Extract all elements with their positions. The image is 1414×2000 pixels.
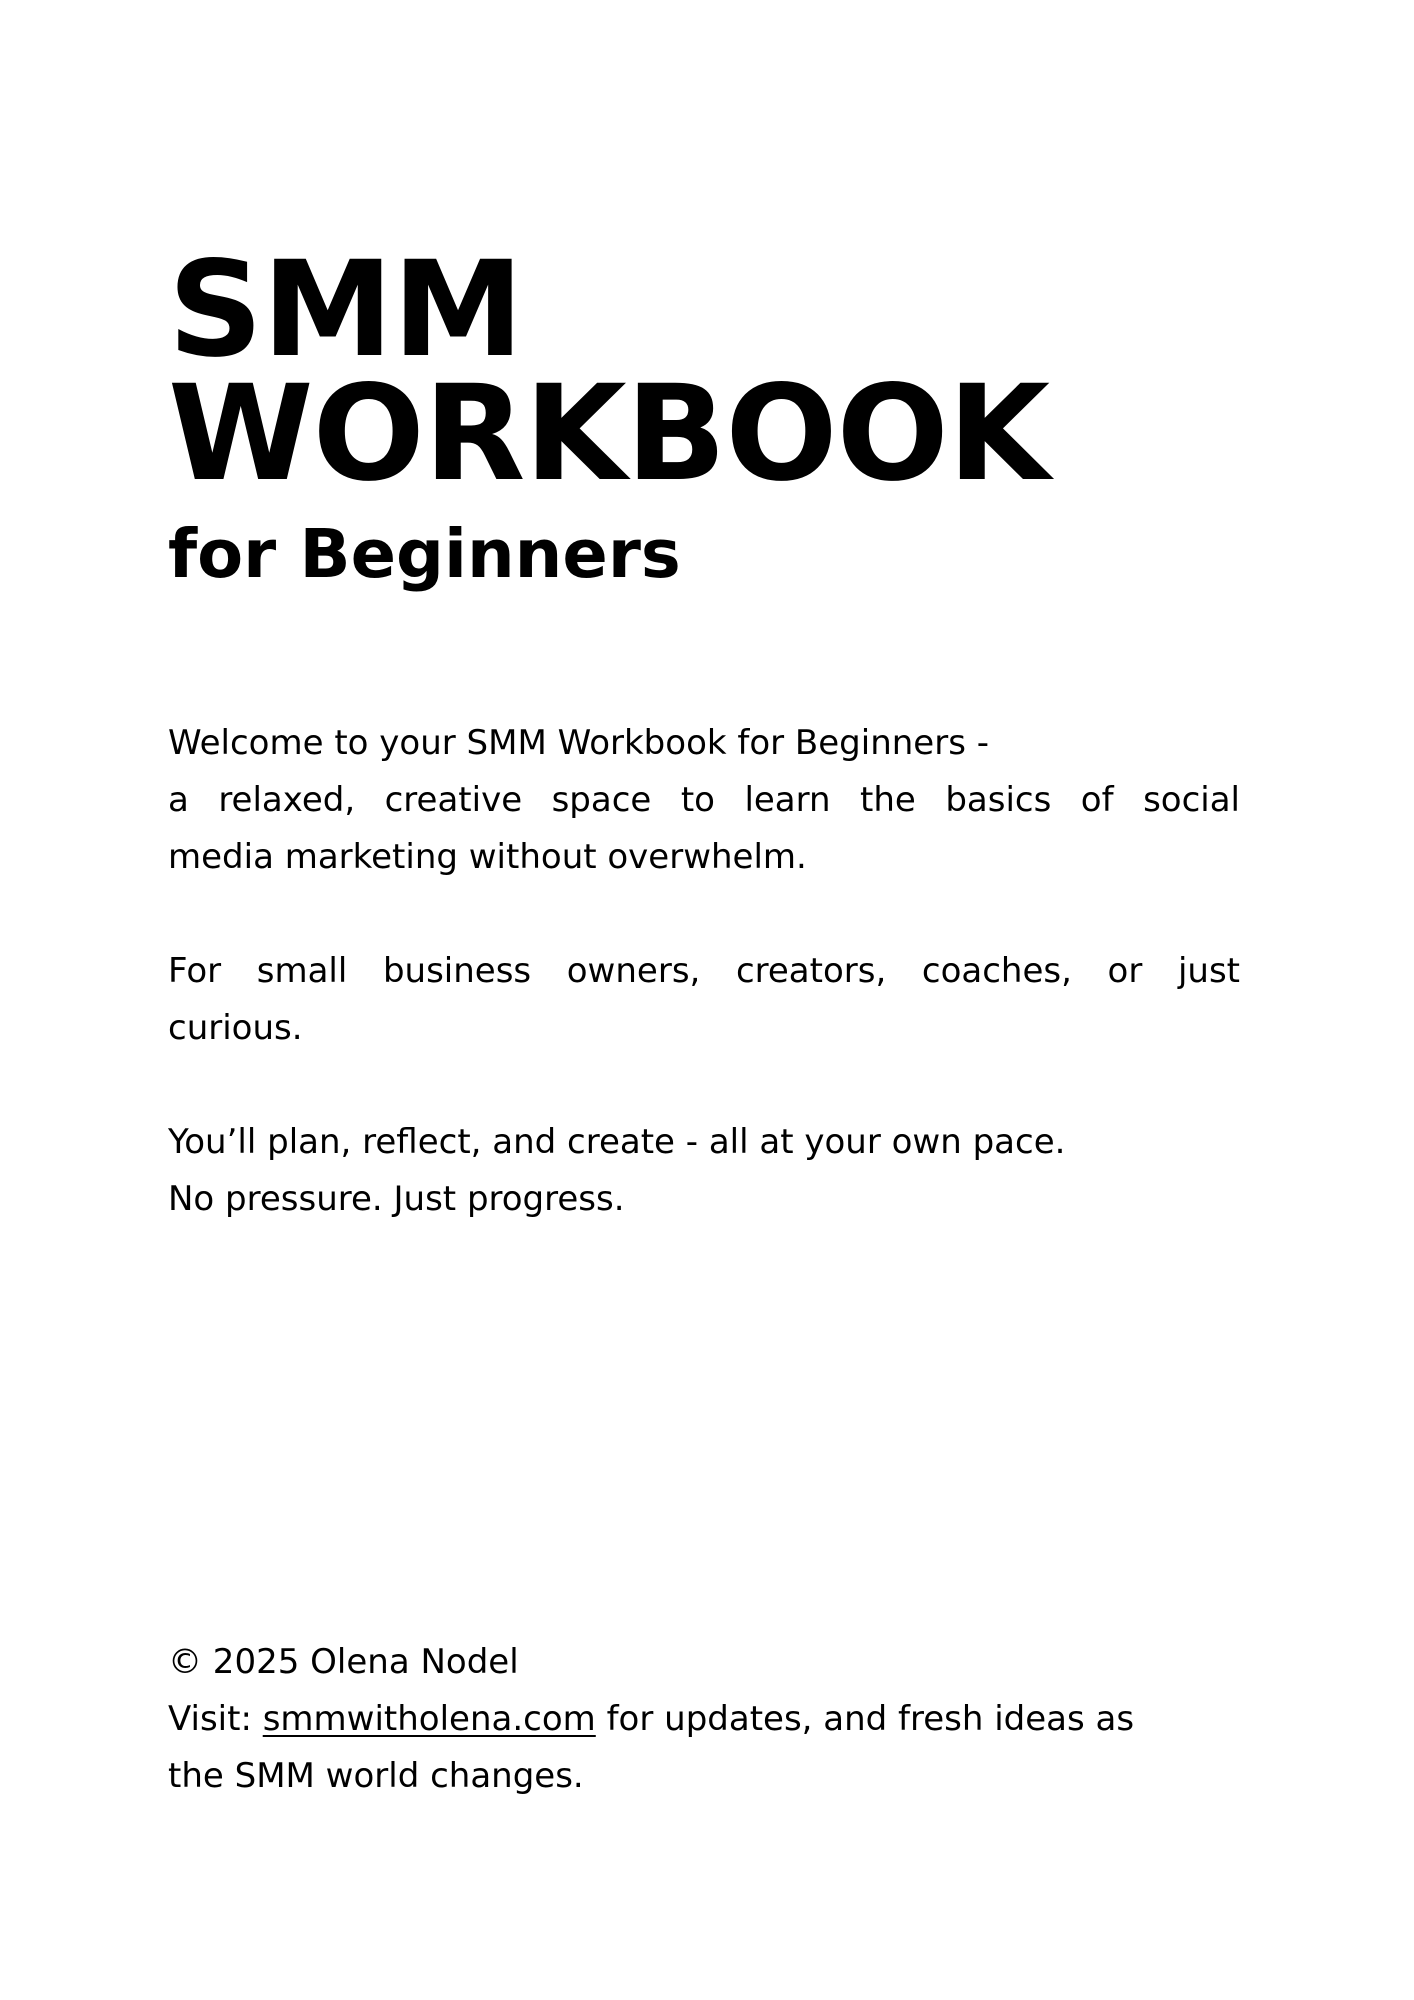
pace-line-1: You’ll plan, reflect, and create - all at your own pace.: [168, 1122, 1066, 1162]
footer: [168, 1634, 1248, 1805]
visit-line: [168, 1691, 1248, 1748]
welcome-line-1: Welcome to your SMM Workbook for Beginners -: [168, 723, 989, 763]
pace-line-2: No pressure. Just progress.: [168, 1179, 625, 1219]
copyright-text: © 2025 Olena Nodel: [168, 1642, 519, 1682]
intro-paragraph-audience: [168, 943, 1240, 1057]
website-link[interactable]: smmwitholena.com: [262, 1699, 596, 1739]
visit-suffix: for updates, and fresh ideas as: [595, 1699, 1135, 1739]
visit-prefix: Visit:: [168, 1699, 263, 1739]
intro-paragraph-pace: [168, 1114, 1240, 1228]
welcome-line-3: media marketing without overwhelm.: [168, 837, 807, 877]
audience-line-2: curious.: [168, 1008, 303, 1048]
welcome-line-2: a relaxed, creative space to learn the basics of social: [168, 780, 1240, 820]
subtitle: for Beginners: [168, 515, 681, 593]
intro-text: [168, 715, 1240, 1285]
visit-line-end: the SMM world changes.: [168, 1756, 584, 1796]
audience-line-1: For small business owners, creators, coaches, or just: [168, 951, 1240, 991]
title-line-workbook: WORKBOOK: [168, 357, 1050, 511]
title-line-smm: SMM: [168, 233, 523, 387]
intro-paragraph-welcome: [168, 715, 1240, 886]
title-block: [168, 233, 1268, 594]
